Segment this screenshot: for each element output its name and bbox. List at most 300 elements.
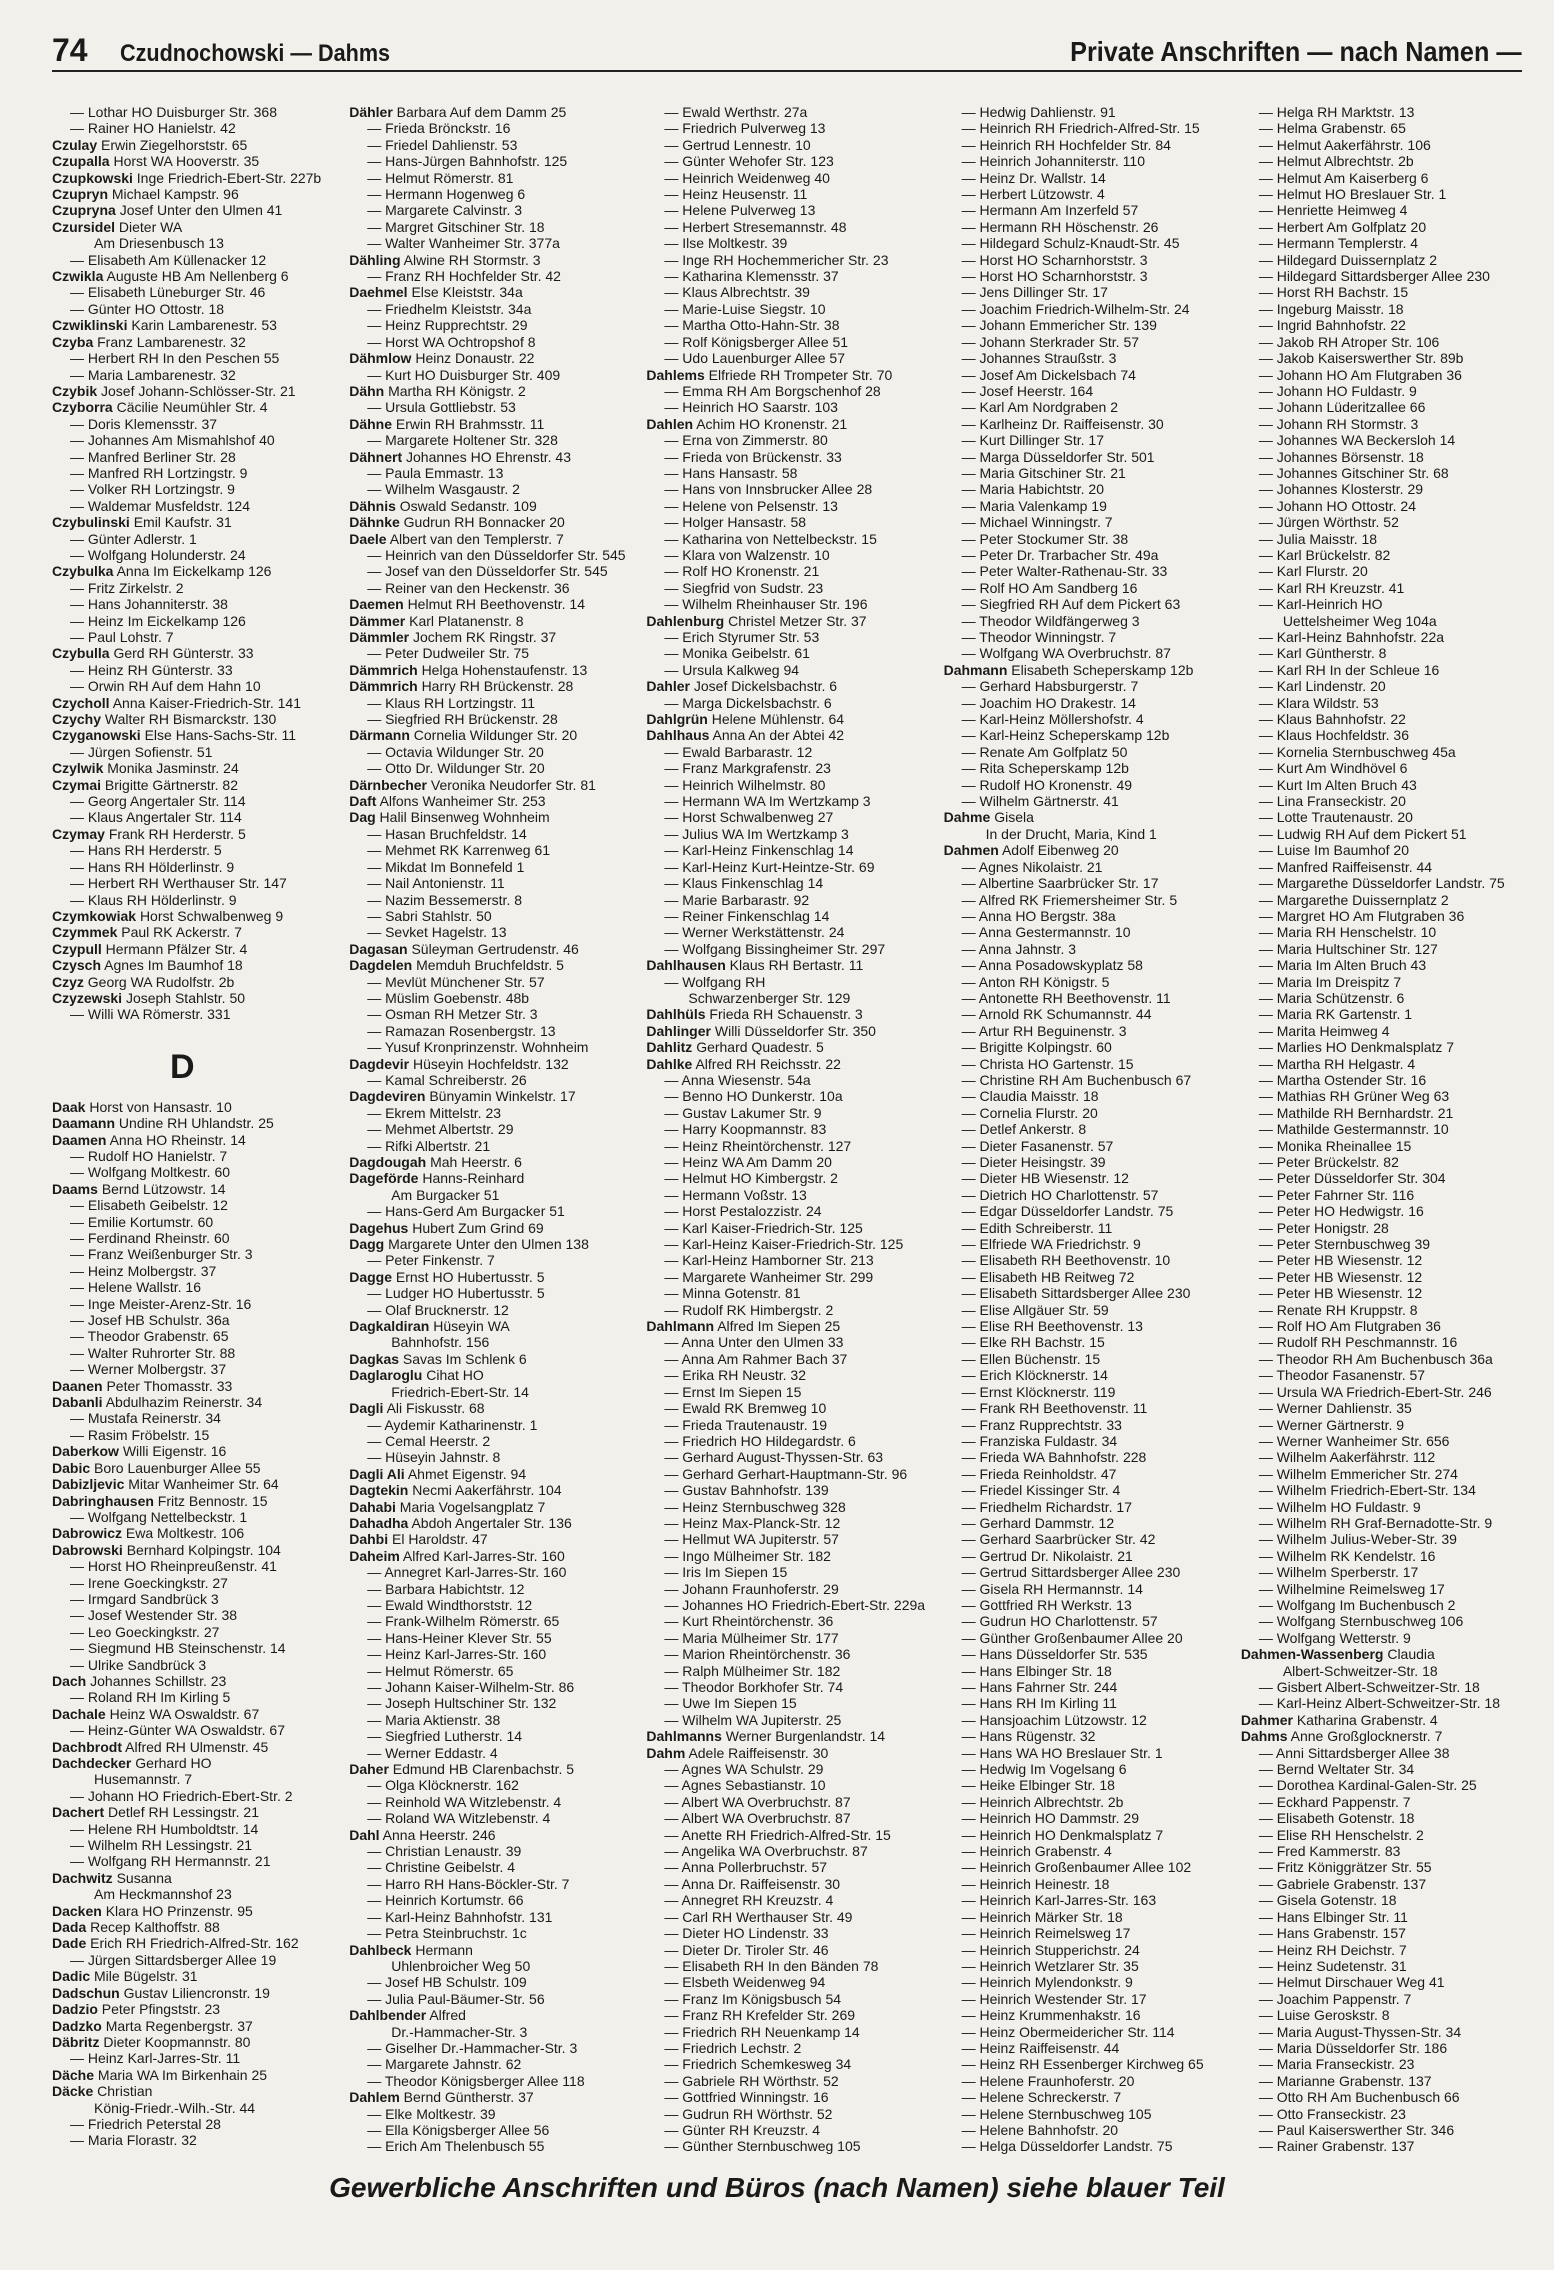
surname: Daglaroglu	[349, 1367, 423, 1384]
directory-subentry: — Julius WA Im Wertzkamp 3	[664, 825, 849, 842]
directory-subentry: — Frieda Reinholdstr. 47	[961, 1465, 1117, 1482]
directory-subentry: — Maria Im Dreispitz 7	[1258, 973, 1402, 990]
surname: Daberkow	[52, 1443, 119, 1460]
directory-subentry: — Jürgen Sittardsberger Allee 19	[70, 1951, 277, 1968]
directory-subentry: — Hedwig Dahlienstr. 91	[961, 104, 1116, 120]
directory-subentry: — Josef van den Düsseldorfer Str. 545	[367, 563, 608, 580]
directory-entry	[52, 1181, 341, 1197]
directory-subentry: — Hans Fahrner Str. 244	[961, 1679, 1118, 1695]
directory-subentry: — Jakob Kaiserswerther Str. 89b	[1258, 350, 1464, 367]
entry-detail: Hüseyin Hochfeldstr. 132	[413, 1055, 569, 1072]
surname: Dähling	[349, 251, 401, 268]
directory-subentry: — Franz RH Krefelder Str. 269	[664, 2007, 856, 2024]
directory-subentry: — Hellmut WA Jupiterstr. 57	[664, 1531, 839, 1548]
entry-detail: Barbara Auf dem Damm 25	[396, 104, 567, 120]
entry-detail: Anna HO Rheinstr. 14	[109, 1131, 246, 1148]
directory-subentry: — Marianne Grabenstr. 137	[1258, 2072, 1432, 2089]
directory-subentry: — Helene Bahnhofstr. 20	[961, 2121, 1119, 2138]
surname: Dämmler	[349, 629, 410, 645]
surname: Dahlgrün	[646, 711, 708, 728]
directory-subentry: — Julia Maisstr. 18	[1258, 530, 1378, 547]
directory-subentry: — Klaus RH Lortzingstr. 11	[367, 694, 536, 711]
directory-subentry: — Elisabeth Lüneburger Str. 46	[70, 284, 266, 301]
directory-entry	[646, 416, 935, 432]
directory-subentry: — Horst WA Ochtropshof 8	[367, 333, 536, 350]
directory-subentry: — Sabri Stahlstr. 50	[367, 907, 492, 924]
directory-subentry: — Ewald Windthorststr. 12	[367, 1596, 533, 1613]
directory-subentry: — Marie-Luise Siegstr. 10	[664, 300, 826, 317]
directory-subentry: — Emilie Kortumstr. 60	[70, 1213, 214, 1230]
directory-subentry: — Octavia Wildunger Str. 20	[367, 743, 544, 760]
entry-detail: Hermann	[415, 1941, 473, 1958]
directory-subentry: — Maria Gitschiner Str. 21	[961, 464, 1126, 481]
directory-subentry: — Johann Fraunhoferstr. 29	[664, 1580, 839, 1597]
surname: Dahlem	[349, 2089, 400, 2106]
directory-subentry: — Karl RH Kreuzstr. 41	[1258, 579, 1405, 596]
directory-subentry: — Ursula Gottliebstr. 53	[367, 399, 516, 416]
entry-detail: Else Hans-Sachs-Str. 11	[144, 727, 297, 744]
directory-subentry: — Werner Molbergstr. 37	[70, 1361, 227, 1378]
directory-subentry: — Roland RH Im Kirling 5	[70, 1689, 231, 1706]
directory-subentry: — Helmut Römerstr. 65	[367, 1662, 514, 1679]
entry-detail: Abdulhazim Reinerstr. 34	[105, 1394, 263, 1411]
directory-subentry: — Johann Kaiser-Wilhelm-Str. 86	[367, 1679, 575, 1695]
directory-subentry: — Peter Sternbuschweg 39	[1258, 1236, 1431, 1253]
directory-subentry: — Hans von Innsbrucker Allee 28	[664, 481, 873, 498]
directory-subentry: — Jürgen Wörthstr. 52	[1258, 514, 1399, 531]
directory-subentry: — Ingeburg Maisstr. 18	[1258, 300, 1404, 317]
directory-subentry: — Gisbert Albert-Schweitzer-Str. 18	[1258, 1679, 1480, 1695]
entry-detail: Recep Kalthoffstr. 88	[90, 1919, 220, 1936]
directory-subentry: — Cemal Heerstr. 2	[367, 1432, 491, 1449]
directory-subentry: — Ludwig RH Auf dem Pickert 51	[1258, 825, 1467, 842]
directory-subentry: — Anna HO Bergstr. 38a	[961, 907, 1116, 924]
directory-entry	[52, 2034, 341, 2050]
directory-subentry: — Wolfgang RH	[664, 973, 766, 990]
directory-subentry: — Klaus Albrechtstr. 39	[664, 284, 810, 301]
entry-continuation: König-Friedr.-Wilh.-Str. 44	[94, 2099, 256, 2116]
directory-subentry: — Ewald RK Bremweg 10	[664, 1400, 827, 1417]
directory-subentry: — Helene RH Humboldtstr. 14	[70, 1820, 259, 1837]
directory-subentry: — Mathilde RH Bernhardstr. 21	[1258, 1104, 1454, 1121]
entry-detail: Elisabeth Scheperskamp 12b	[1011, 661, 1194, 678]
entry-detail: Hubert Zum Grind 69	[412, 1219, 544, 1236]
entry-detail: Bünyamin Winkelstr. 17	[429, 1088, 576, 1105]
directory-entry	[52, 1542, 341, 1558]
directory-subentry: — Benno HO Dunkerstr. 10a	[664, 1088, 843, 1105]
directory-subentry: — Wolfgang Sternbuschweg 106	[1258, 1613, 1464, 1630]
entry-detail: Memduh Bruchfeldstr. 5	[416, 957, 564, 974]
directory-subentry: — Ewald Werthstr. 27a	[664, 104, 808, 120]
surname: Czymkowiak	[52, 907, 137, 924]
directory-subentry: — Helene Pulverweg 13	[664, 202, 816, 219]
directory-subentry: — Margret Gitschiner Str. 18	[367, 218, 545, 235]
surname: Därmann	[349, 727, 410, 744]
directory-subentry: — Heinrich Albrechtstr. 2b	[961, 1793, 1124, 1810]
directory-subentry: — Josef HB Schulstr. 36a	[70, 1312, 230, 1329]
directory-subentry: — Hüseyin Jahnstr. 8	[367, 1449, 501, 1466]
entry-detail: Klaus RH Bertastr. 11	[729, 957, 864, 974]
directory-subentry: — Hermann Hogenweg 6	[367, 186, 526, 203]
entry-continuation: Dr.-Hammacher-Str. 3	[391, 2023, 528, 2040]
directory-subentry: — Wolfgang Moltkestr. 60	[70, 1164, 231, 1181]
directory-subentry: — Johann HO Am Flutgraben 36	[1258, 366, 1462, 383]
directory-subentry: — Werner Dahlienstr. 35	[1258, 1400, 1412, 1417]
directory-subentry: — Christine Geibelstr. 4	[367, 1859, 516, 1876]
surname: Daher	[349, 1761, 389, 1778]
page-number: 74	[52, 32, 88, 68]
surname: Dähnert	[349, 448, 403, 465]
entry-detail: Georg WA Rudolfstr. 2b	[87, 973, 235, 990]
directory-subentry: — Gabriele RH Wörthstr. 52	[664, 2072, 839, 2089]
directory-subentry: — Margarethe Duissernplatz 2	[1258, 891, 1449, 908]
surname: Dahlke	[646, 1055, 693, 1072]
directory-subentry: — Agnes Sebastianstr. 10	[664, 1777, 826, 1794]
directory-subentry: — Margarete Jahnstr. 62	[367, 2056, 522, 2073]
directory-subentry: — Müslim Goebenstr. 48b	[367, 989, 530, 1006]
surname: Dagdelen	[349, 957, 413, 974]
directory-subentry: — Helene von Pelsenstr. 13	[664, 497, 838, 514]
directory-subentry: — Rolf HO Kronenstr. 21	[664, 563, 820, 580]
entry-detail: Katharina Grabenstr. 4	[1296, 1711, 1438, 1728]
surname: Dachale	[52, 1705, 106, 1722]
entry-detail: Marta Regenbergstr. 37	[105, 2017, 253, 2034]
entry-detail: Karl Platanenstr. 8	[409, 612, 524, 629]
directory-subentry: — Horst HO Rheinpreußenstr. 41	[70, 1558, 277, 1575]
entry-detail: Heinz Donaustr. 22	[415, 350, 535, 367]
directory-subentry: — Albert WA Overbruchstr. 87	[664, 1793, 851, 1810]
directory-subentry: — Erich Am Thelenbusch 55	[367, 2138, 545, 2155]
directory-subentry: — Herbert RH Werthauser Str. 147	[70, 875, 287, 892]
surname: Dagehus	[349, 1219, 409, 1236]
directory-subentry: — Karl-Heinrich HO	[1258, 596, 1383, 613]
directory-entry	[52, 990, 341, 1006]
directory-subentry: — Anette RH Friedrich-Alfred-Str. 15	[664, 1826, 891, 1843]
directory-entry	[349, 1531, 638, 1547]
directory-subentry: — Wilhelm RH Lessingstr. 21	[70, 1837, 253, 1854]
entry-continuation: In der Drucht, Maria, Kind 1	[985, 825, 1157, 842]
directory-subentry: — Gerhard Saarbrücker Str. 42	[961, 1531, 1156, 1548]
surname: Dachbrodt	[52, 1738, 122, 1755]
directory-subentry: — Ulrike Sandbrück 3	[70, 1656, 207, 1673]
surname: Dahlen	[646, 415, 694, 432]
directory-subentry: — Petra Steinbruchstr. 1c	[367, 1925, 527, 1942]
directory-subentry: — Herbert Stresemannstr. 48	[664, 218, 847, 235]
entry-detail: Albert van den Templerstr. 7	[389, 530, 564, 547]
surname: Dahabi	[349, 1498, 396, 1515]
directory-subentry: — Rolf Königsberger Allee 51	[664, 333, 849, 350]
directory-subentry: — Christine RH Am Buchenbusch 67	[961, 1071, 1192, 1088]
surname: Dagasan	[349, 940, 408, 957]
surname: Dähnis	[349, 497, 396, 514]
directory-subentry: — Reiner Finkenschlag 14	[664, 907, 830, 924]
entry-detail: Adele Raiffeisenstr. 30	[688, 1744, 829, 1761]
directory-subentry: — Peter HO Hedwigstr. 16	[1258, 1203, 1424, 1220]
directory-subentry: — Ingrid Bahnhofstr. 22	[1258, 317, 1406, 334]
directory-subentry: — Rasim Fröbelstr. 15	[70, 1426, 210, 1443]
directory-subentry: — Paul Kaiserswerther Str. 346	[1258, 2121, 1455, 2138]
entry-detail: Alfred Karl-Jarres-Str. 160	[402, 1547, 565, 1564]
directory-entry	[52, 137, 341, 153]
entry-detail: Oswald Sedanstr. 109	[399, 497, 537, 514]
directory-subentry: — Katharina von Nettelbeckstr. 15	[664, 530, 877, 547]
directory-subentry: — Renate Am Golfplatz 50	[961, 743, 1128, 760]
entry-detail: Horst von Hansastr. 10	[89, 1098, 232, 1115]
directory-subentry: — Heinrich Märker Str. 18	[961, 1908, 1123, 1925]
entry-detail: Ernst HO Hubertusstr. 5	[395, 1268, 545, 1285]
directory-entry	[646, 1728, 935, 1744]
surname: Czymmek	[52, 924, 118, 941]
directory-subentry: — Karl-Heinz Kurt-Heintze-Str. 69	[664, 858, 875, 875]
page-header	[52, 30, 1522, 72]
directory-subentry: — Volker RH Lortzingstr. 9	[70, 481, 235, 498]
directory-subentry: — Heinrich Wilhelmstr. 80	[664, 776, 826, 793]
directory-entry	[52, 1968, 341, 1984]
directory-subentry: — Maria August-Thyssen-Str. 34	[1258, 2023, 1462, 2040]
directory-subentry: — Johannes Klosterstr. 29	[1258, 481, 1424, 498]
surname: Dachdecker	[52, 1755, 132, 1771]
directory-subentry: — Manfred Berliner Str. 28	[70, 448, 236, 465]
directory-subentry: — Hans Hansastr. 58	[664, 464, 798, 481]
directory-subentry: — Elisabeth RH Beethovenstr. 10	[961, 1252, 1171, 1269]
directory-subentry: — Wolfgang RH Hermannstr. 21	[70, 1853, 271, 1870]
entry-detail: Maria WA Im Birkenhain 25	[97, 2066, 268, 2083]
directory-subentry: — Edith Schreiberstr. 11	[961, 1219, 1113, 1236]
directory-entry	[349, 1056, 638, 1072]
directory-subentry: — Maria Im Alten Bruch 43	[1258, 957, 1427, 974]
directory-subentry: — Reiner van den Heckenstr. 36	[367, 579, 570, 596]
directory-subentry: — Kurt Dillinger Str. 17	[961, 432, 1104, 449]
directory-subentry: — Kornelia Sternbuschweg 45a	[1258, 743, 1456, 760]
directory-subentry: — Irmgard Sandbrück 3	[70, 1590, 219, 1607]
directory-subentry: — Heinrich RH Friedrich-Alfred-Str. 15	[961, 120, 1200, 137]
directory-subentry: — Albertine Saarbrücker Str. 17	[961, 875, 1159, 892]
directory-subentry: — Elfriede WA Friedrichstr. 9	[961, 1236, 1141, 1253]
directory-subentry: — Helene Schreckerstr. 7	[961, 2089, 1122, 2106]
running-head-range: Czudnochowski — Dahms	[120, 40, 391, 67]
surname: Czysch	[52, 957, 102, 974]
entry-detail: Bernhard Kolpingstr. 104	[126, 1541, 281, 1558]
directory-column	[1240, 104, 1530, 2155]
entry-detail: Alfred RH Reichsstr. 22	[695, 1055, 841, 1072]
surname: Dahler	[646, 678, 690, 695]
directory-subentry: — Sevket Hagelstr. 13	[367, 924, 507, 941]
entry-detail: Gisela	[994, 809, 1034, 826]
directory-subentry: — Anna Gestermannstr. 10	[961, 924, 1131, 941]
directory-subentry: — Elisabeth Geibelstr. 12	[70, 1197, 228, 1214]
directory-subentry: — Wolfgang Holunderstr. 24	[70, 546, 246, 563]
directory-subentry: — Ekrem Mittelstr. 23	[367, 1104, 502, 1121]
directory-subentry: — Maria Lambarenestr. 32	[70, 366, 236, 383]
entry-detail: Jochem RK Ringstr. 37	[413, 629, 557, 645]
directory-subentry: — Günther Sternbuschweg 105	[664, 2138, 861, 2155]
directory-subentry: — Heinrich Reimelsweg 17	[961, 1925, 1131, 1942]
directory-subentry: — Elisabeth Am Küllenacker 12	[70, 251, 267, 268]
directory-subentry: — Frieda WA Bahnhofstr. 228	[961, 1449, 1147, 1466]
directory-subentry: — Wilhelm Friedrich-Ebert-Str. 134	[1258, 1482, 1476, 1499]
entry-detail: Erich RH Friedrich-Alfred-Str. 162	[90, 1935, 299, 1952]
entry-detail: Abdoh Angertaler Str. 136	[411, 1514, 572, 1531]
entry-detail: Christel Metzer Str. 37	[728, 612, 867, 629]
entry-detail: Emil Kaufstr. 31	[133, 514, 232, 531]
directory-subentry: — Agnes WA Schulstr. 29	[664, 1761, 824, 1778]
directory-subentry: — Otto RH Am Buchenbusch 66	[1258, 2089, 1460, 2106]
entry-continuation: Husemannstr. 7	[94, 1771, 193, 1788]
surname: Dadschun	[52, 1984, 120, 2001]
directory-subentry: — Heike Elbinger Str. 18	[961, 1777, 1115, 1794]
directory-subentry: — Josef Westender Str. 38	[70, 1607, 238, 1624]
surname: Czyzewski	[52, 989, 123, 1006]
entry-detail: Alwine RH Stormstr. 3	[403, 251, 541, 268]
directory-subentry: — Peter Walter-Rathenau-Str. 33	[961, 563, 1168, 580]
directory-subentry: — Hans-Heiner Klever Str. 55	[367, 1629, 552, 1646]
directory-subentry: — Olaf Brucknerstr. 12	[367, 1301, 509, 1318]
directory-subentry: — Siegfried Lutherstr. 14	[367, 1728, 523, 1745]
directory-entry	[349, 1367, 638, 1383]
directory-entry	[52, 1706, 341, 1722]
directory-entry	[349, 1351, 638, 1367]
entry-detail: Dieter Koopmannstr. 80	[103, 2033, 251, 2050]
directory-entry	[349, 1499, 638, 1515]
directory-subentry: — Rainer HO Hanielstr. 42	[70, 120, 236, 137]
surname: Dade	[52, 1935, 87, 1952]
directory-subentry: — Erich Styrumer Str. 53	[664, 629, 820, 645]
directory-entry	[52, 514, 341, 530]
directory-entry	[52, 1673, 341, 1689]
directory-subentry: — Helmut Römerstr. 81	[367, 169, 514, 186]
directory-entry	[349, 1761, 638, 1777]
directory-entry	[349, 1154, 638, 1170]
directory-subentry: — Theodor Wildfängerweg 3	[961, 612, 1140, 629]
entry-detail: Ali Fiskusstr. 68	[386, 1400, 485, 1417]
directory-subentry: — Wilhelm Emmericher Str. 274	[1258, 1465, 1458, 1482]
directory-subentry: — Annegret RH Kreuzstr. 4	[664, 1892, 834, 1909]
directory-subentry: — Elisabeth Sittardsberger Allee 230	[961, 1285, 1191, 1302]
surname: Czymay	[52, 825, 105, 842]
directory-subentry: — Anna Posadowskyplatz 58	[961, 957, 1143, 974]
directory-subentry: — Ralph Mülheimer Str. 182	[664, 1662, 841, 1679]
entry-detail: Else Kleiststr. 34a	[411, 284, 523, 301]
directory-subentry: — Gerhard Dammstr. 12	[961, 1514, 1115, 1531]
directory-subentry: — Heinz Sternbuschweg 328	[664, 1498, 846, 1515]
surname: Dagdougah	[349, 1154, 427, 1170]
directory-subentry: — Gottfried RH Werkstr. 13	[961, 1596, 1132, 1613]
directory-subentry: — Gabriele Grabenstr. 137	[1258, 1875, 1427, 1892]
directory-entry	[52, 1525, 341, 1541]
directory-entry	[52, 777, 341, 793]
directory-entry	[349, 383, 638, 399]
directory-subentry: — Elke Moltkestr. 39	[367, 2105, 496, 2122]
surname: Dachert	[52, 1804, 105, 1821]
directory-subentry: — Dieter Fasanenstr. 57	[961, 1137, 1114, 1154]
directory-subentry: — Christian Lenaustr. 39	[367, 1843, 522, 1860]
directory-subentry: — Jakob RH Atroper Str. 106	[1258, 333, 1440, 350]
directory-entry	[349, 449, 638, 465]
entry-continuation: Schwarzenberger Str. 129	[688, 989, 851, 1006]
directory-subentry: — Gisela RH Hermannstr. 14	[961, 1580, 1143, 1597]
directory-subentry: — Ferdinand Rheinstr. 60	[70, 1230, 230, 1246]
directory-entry	[52, 170, 341, 186]
entry-detail: Gudrun RH Bonnacker 20	[403, 514, 565, 531]
entry-detail: Claudia	[1387, 1646, 1435, 1663]
directory-subentry: — Lothar HO Duisburger Str. 368	[70, 104, 277, 120]
directory-subentry: — Heinrich Kortumstr. 66	[367, 1892, 524, 1909]
directory-subentry: — Rainer Grabenstr. 137	[1258, 2138, 1415, 2155]
directory-subentry: — Mehmet RK Karrenweg 61	[367, 842, 551, 859]
entry-detail: Veronika Neudorfer Str. 81	[430, 776, 596, 793]
directory-subentry: — Theodor Borkhofer Str. 74	[664, 1679, 844, 1695]
directory-subentry: — Karl Lindenstr. 20	[1258, 678, 1386, 695]
directory-subentry: — Johannes Am Mismahlshof 40	[70, 432, 275, 449]
directory-subentry: — Joseph Hultschiner Str. 132	[367, 1695, 557, 1712]
directory-subentry: — Johann HO Fuldastr. 9	[1258, 382, 1417, 399]
surname: Dabizljevic	[52, 1476, 125, 1493]
directory-subentry: — Kurt Im Alten Bruch 43	[1258, 776, 1417, 793]
surname: Daams	[52, 1180, 98, 1197]
entry-detail: Ahmet Eigenstr. 94	[407, 1465, 527, 1482]
directory-entry	[349, 727, 638, 743]
directory-entry	[52, 974, 341, 990]
directory-subentry: — Peter Dudweiler Str. 75	[367, 645, 530, 662]
directory-entry	[349, 2007, 638, 2023]
directory-subentry: — Wilhelm Gärtnerstr. 41	[961, 793, 1119, 810]
directory-subentry: — Ludger HO Hubertusstr. 5	[367, 1285, 545, 1302]
section-letter: D	[170, 1047, 195, 1086]
surname: Dabrowicz	[52, 1525, 123, 1542]
directory-subentry: — Wilhelm Aakerfährstr. 112	[1258, 1449, 1436, 1466]
surname: Dacken	[52, 1902, 102, 1919]
entry-detail: Alfred Im Siepen 25	[717, 1318, 841, 1335]
directory-subentry: — Ewald Barbarastr. 12	[664, 743, 813, 760]
directory-subentry: — Helene Sternbuschweg 105	[961, 2105, 1152, 2122]
directory-entry	[646, 1039, 935, 1055]
directory-subentry: — Inge RH Hochemmericher Str. 23	[664, 251, 889, 268]
directory-entry	[52, 186, 341, 202]
surname: Dagdevir	[349, 1055, 410, 1072]
directory-entry	[646, 727, 935, 743]
entry-detail: Josef Johann-Schlösser-Str. 21	[101, 382, 296, 399]
directory-entry	[52, 1132, 341, 1148]
entry-detail: Hermann Pfälzer Str. 4	[105, 940, 248, 957]
directory-subentry: — Heinrich Johanniterstr. 110	[961, 153, 1145, 170]
directory-subentry: — Johann RH Stormstr. 3	[1258, 415, 1419, 432]
directory-entry	[646, 613, 935, 629]
directory-subentry: — Friedrich Peterstal 28	[70, 2115, 221, 2132]
directory-subentry: — Wolfgang Wetterstr. 9	[1258, 1629, 1411, 1646]
directory-subentry: — Peter Düsseldorfer Str. 304	[1258, 1170, 1446, 1187]
surname: Dagkaldiran	[349, 1318, 430, 1335]
directory-entry	[646, 1745, 935, 1761]
directory-subentry: — Elise RH Henschelstr. 2	[1258, 1826, 1424, 1843]
running-head-section: Private Anschriften — nach Namen —	[1070, 36, 1522, 67]
directory-column	[646, 104, 935, 2155]
directory-subentry: — Heinz RH Deichstr. 7	[1258, 1941, 1407, 1958]
directory-subentry: — Helma Grabenstr. 65	[1258, 120, 1406, 137]
directory-subentry: — Helmut Albrechtstr. 2b	[1258, 153, 1414, 170]
surname: Dagli Ali	[349, 1465, 405, 1482]
entry-detail: Edmund HB Clarenbachstr. 5	[392, 1761, 575, 1778]
entry-detail: Heinz WA Oswaldstr. 67	[109, 1705, 260, 1722]
directory-subentry: — Hedwig Im Vogelsang 6	[961, 1761, 1127, 1778]
directory-subentry: — Heinrich Heinestr. 18	[961, 1875, 1110, 1892]
surname: Dabringhausen	[52, 1492, 154, 1509]
directory-entry	[349, 1220, 638, 1236]
surname: Daele	[349, 530, 387, 547]
directory-subentry: — Inge Meister-Arenz-Str. 16	[70, 1295, 252, 1312]
directory-subentry: — Friedel Dahlienstr. 53	[367, 136, 518, 153]
directory-entry	[52, 383, 341, 399]
directory-subentry: — Frieda Brönckstr. 16	[367, 120, 511, 137]
